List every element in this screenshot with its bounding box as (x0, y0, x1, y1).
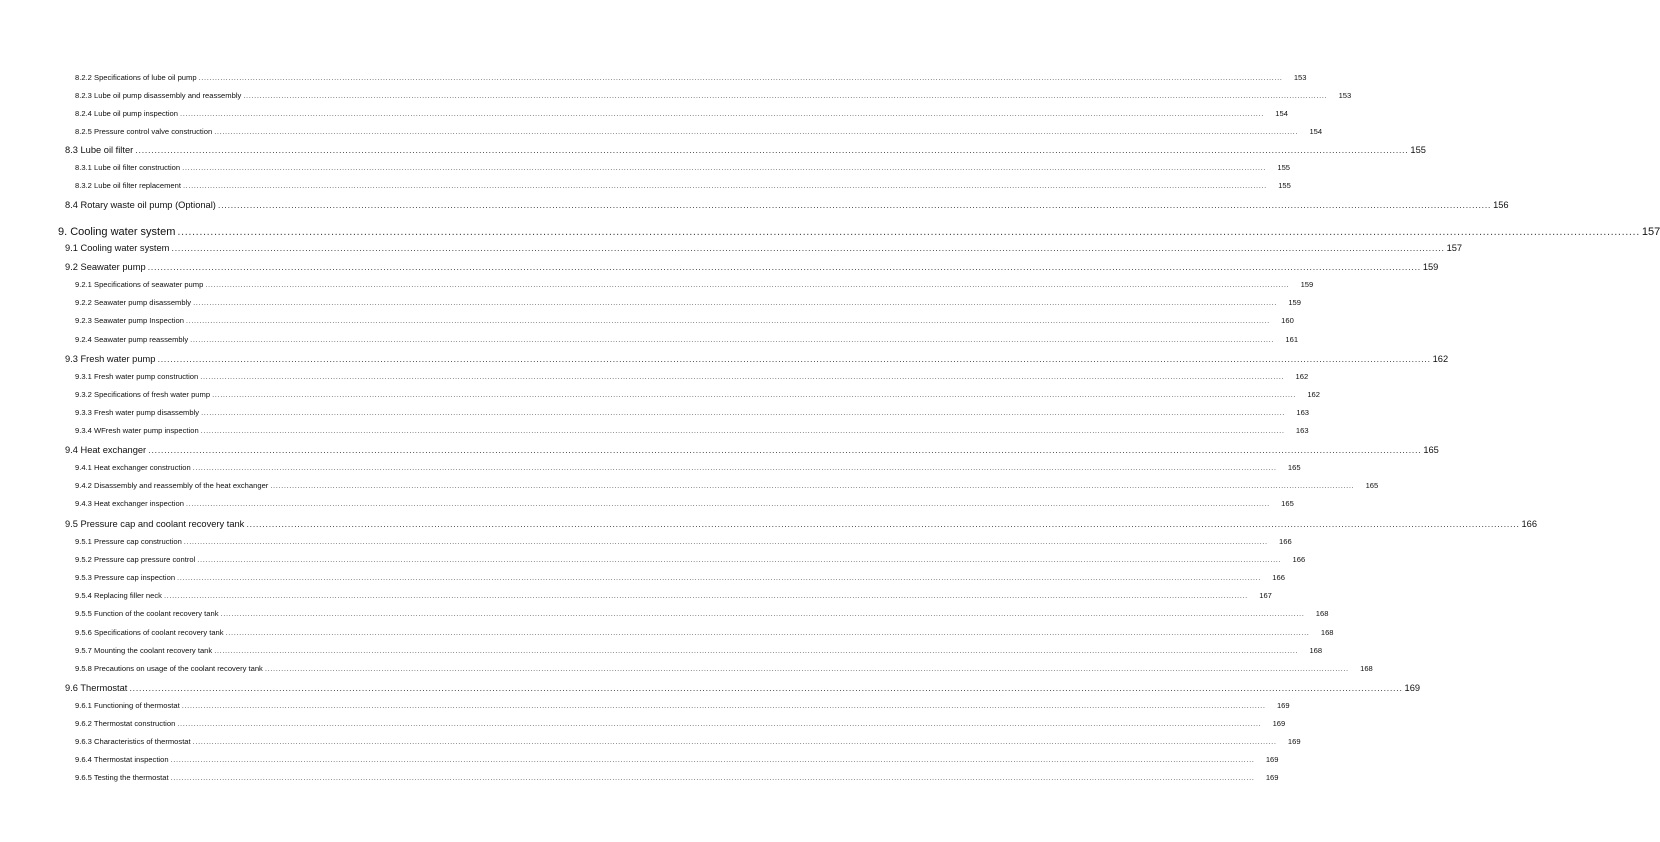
toc-entry-page-number: 168 (1360, 664, 1373, 673)
dot-leader: ................................................................................................................................................................................................................................................................................................................................................................................................................ (157, 354, 1431, 364)
toc-entry-title: 9.4.2 Disassembly and reassembly of the heat exchanger (75, 481, 269, 490)
toc-entry[interactable] (65, 145, 1426, 155)
toc-entry-title: 9.5.7 Mounting the coolant recovery tank (75, 646, 213, 655)
dot-leader: ................................................................................................................................................................................................................................................................................................................................................................................................................ (148, 445, 1422, 455)
dot-leader: ................................................................................................................................................................................................................................................................................................................................................................................................................ (243, 91, 1328, 100)
toc-entry-title: 9.3.3 Fresh water pump disassembly (75, 408, 200, 417)
toc-entry-title: 9.4 Heat exchanger (65, 445, 147, 455)
toc-entry[interactable] (75, 537, 1292, 546)
toc-entry-title: 9.6.5 Testing the thermostat (75, 773, 169, 782)
toc-entry-title: 9.1 Cooling water system (65, 243, 170, 253)
toc-entry[interactable] (75, 737, 1301, 746)
dot-leader: ................................................................................................................................................................................................................................................................................................................................................................................................................ (183, 537, 1268, 546)
dot-leader: ................................................................................................................................................................................................................................................................................................................................................................................................................ (135, 145, 1409, 155)
toc-entry-title: 9.5.1 Pressure cap construction (75, 537, 182, 546)
dot-leader: ................................................................................................................................................................................................................................................................................................................................................................................................................ (171, 243, 1445, 253)
toc-entry-page-number: 169 (1265, 773, 1279, 782)
toc-entry-page-number: 166 (1272, 573, 1285, 582)
toc-entry-title: 9.2.2 Seawater pump disassembly (75, 298, 192, 307)
toc-entry-page-number: 159 (1288, 298, 1301, 307)
toc-entry-title: 8.3 Lube oil filter (65, 145, 134, 155)
toc-entry-page-number: 155 (1410, 145, 1426, 155)
toc-entry-page-number: 165 (1365, 481, 1379, 490)
toc-entry-title: 8.2.2 Specifications of lube oil pump (75, 73, 197, 82)
toc-entry[interactable] (75, 481, 1379, 490)
toc-entry-page-number: 157 (1641, 226, 1660, 238)
toc-entry[interactable] (65, 200, 1509, 210)
toc-entry[interactable] (75, 91, 1352, 100)
toc-entry-page-number: 157 (1446, 243, 1463, 253)
toc-entry-page-number: 169 (1276, 701, 1290, 710)
toc-entry-page-number: 162 (1432, 354, 1449, 364)
toc-entry[interactable] (75, 280, 1314, 289)
toc-entry[interactable] (65, 519, 1538, 529)
toc-entry-page-number: 156 (1493, 200, 1509, 210)
dot-leader: ................................................................................................................................................................................................................................................................................................................................................................................................................ (270, 481, 1355, 490)
dot-leader: ................................................................................................................................................................................................................................................................................................................................................................................................................ (200, 372, 1285, 381)
toc-entry-title: 9.6.1 Functioning of thermostat (75, 701, 180, 710)
dot-leader: ................................................................................................................................................................................................................................................................................................................................................................................................................ (217, 200, 1492, 210)
toc-entry-page-number: 163 (1295, 426, 1309, 435)
toc-entry-page-number: 160 (1281, 316, 1294, 325)
toc-entry-page-number: 161 (1285, 335, 1299, 344)
toc-entry[interactable] (75, 181, 1291, 190)
toc-entry[interactable] (58, 226, 1660, 238)
toc-entry-page-number: 168 (1320, 628, 1334, 637)
toc-entry-title: 8.4 Rotary waste oil pump (Optional) (65, 200, 216, 210)
dot-leader: ................................................................................................................................................................................................................................................................................................................................................................................................................ (185, 499, 1270, 508)
toc-entry-title: 8.2.4 Lube oil pump inspection (75, 109, 179, 118)
toc-entry[interactable] (75, 555, 1306, 564)
toc-entry-title: 9.5.8 Precautions on usage of the coolant recovery tank (75, 664, 263, 673)
toc-entry-page-number: 163 (1296, 408, 1310, 417)
toc-entry-page-number: 166 (1521, 519, 1538, 529)
toc-entry-page-number: 153 (1338, 91, 1352, 100)
toc-entry-title: 9.2.1 Specifications of seawater pump (75, 280, 204, 289)
toc-entry-page-number: 168 (1309, 646, 1323, 655)
toc-entry-page-number: 155 (1277, 163, 1291, 172)
dot-leader: ................................................................................................................................................................................................................................................................................................................................................................................................................ (220, 609, 1305, 618)
toc-entry-page-number: 162 (1307, 390, 1320, 399)
dot-leader: ................................................................................................................................................................................................................................................................................................................................................................................................................ (177, 719, 1262, 728)
toc-entry[interactable] (75, 372, 1309, 381)
dot-leader: ................................................................................................................................................................................................................................................................................................................................................................................................................ (212, 390, 1296, 399)
toc-entry-title: 8.2.3 Lube oil pump disassembly and reassembly (75, 91, 242, 100)
dot-leader: ................................................................................................................................................................................................................................................................................................................................................................................................................ (170, 755, 1255, 764)
dot-leader: ................................................................................................................................................................................................................................................................................................................................................................................................................ (192, 463, 1277, 472)
toc-entry-title: 9.5.2 Pressure cap pressure control (75, 555, 196, 564)
toc-entry[interactable] (75, 335, 1299, 344)
dot-leader: ................................................................................................................................................................................................................................................................................................................................................................................................................ (192, 737, 1277, 746)
toc-entry[interactable] (75, 664, 1373, 673)
dot-leader: ................................................................................................................................................................................................................................................................................................................................................................................................................ (170, 773, 1255, 782)
toc-entry[interactable] (65, 262, 1439, 272)
toc-entry-title: 9.5.4 Replacing filler neck (75, 591, 162, 600)
toc-entry[interactable] (75, 298, 1301, 307)
toc-entry-title: 9. Cooling water system (58, 226, 176, 238)
toc-entry[interactable] (65, 683, 1421, 693)
toc-entry[interactable] (75, 719, 1286, 728)
dot-leader: ................................................................................................................................................................................................................................................................................................................................................................................................................ (264, 664, 1349, 673)
toc-entry[interactable] (65, 354, 1449, 364)
toc-entry[interactable] (75, 390, 1320, 399)
toc-entry-page-number: 165 (1423, 445, 1439, 455)
dot-leader: ................................................................................................................................................................................................................................................................................................................................................................................................................ (129, 683, 1403, 693)
toc-entry[interactable] (75, 573, 1285, 582)
toc-entry[interactable] (75, 127, 1323, 136)
toc-entry-title: 9.3 Fresh water pump (65, 354, 156, 364)
dot-leader: ................................................................................................................................................................................................................................................................................................................................................................................................................ (163, 591, 1248, 600)
dot-leader: ................................................................................................................................................................................................................................................................................................................................................................................................................ (214, 127, 1299, 136)
dot-leader: ................................................................................................................................................................................................................................................................................................................................................................................................................ (181, 701, 1266, 710)
toc-entry-title: 9.3.2 Specifications of fresh water pump (75, 390, 211, 399)
dot-leader: ................................................................................................................................................................................................................................................................................................................................................................................................................ (201, 408, 1286, 417)
dot-leader: ................................................................................................................................................................................................................................................................................................................................................................................................................ (185, 316, 1270, 325)
toc-entry[interactable] (75, 628, 1334, 637)
toc-entry-page-number: 165 (1287, 463, 1301, 472)
toc-entry-title: 9.6.4 Thermostat inspection (75, 755, 169, 764)
toc-entry-page-number: 169 (1265, 755, 1279, 764)
dot-leader: ................................................................................................................................................................................................................................................................................................................................................................................................................ (147, 262, 1421, 272)
toc-entry-title: 9.3.1 Fresh water pump construction (75, 372, 199, 381)
toc-entry[interactable] (75, 316, 1294, 325)
toc-entry[interactable] (75, 426, 1309, 435)
toc-entry[interactable] (75, 755, 1279, 764)
dot-leader: ................................................................................................................................................................................................................................................................................................................................................................................................................ (180, 109, 1264, 118)
toc-entry-title: 9.2 Seawater pump (65, 262, 146, 272)
dot-leader: ................................................................................................................................................................................................................................................................................................................................................................................................................ (246, 519, 1520, 529)
toc-entry[interactable] (75, 463, 1301, 472)
toc-entry[interactable] (75, 163, 1291, 172)
toc-entry-title: 8.2.5 Pressure control valve construction (75, 127, 213, 136)
toc-entry-title: 9.2.3 Seawater pump Inspection (75, 316, 184, 325)
toc-entry-title: 9.6.3 Characteristics of thermostat (75, 737, 191, 746)
toc-entry-title: 9.5.6 Specifications of coolant recovery tank (75, 628, 224, 637)
toc-entry[interactable] (65, 243, 1463, 253)
dot-leader: ................................................................................................................................................................................................................................................................................................................................................................................................................ (182, 163, 1267, 172)
dot-leader: ................................................................................................................................................................................................................................................................................................................................................................................................................ (182, 181, 1267, 190)
toc-entry[interactable] (75, 773, 1279, 782)
toc-entry-page-number: 154 (1309, 127, 1323, 136)
toc-entry-page-number: 162 (1295, 372, 1309, 381)
toc-entry-page-number: 154 (1275, 109, 1288, 118)
toc-entry-page-number: 166 (1292, 555, 1306, 564)
toc-entry-page-number: 165 (1281, 499, 1294, 508)
toc-entry-title: 9.6 Thermostat (65, 683, 128, 693)
dot-leader: ................................................................................................................................................................................................................................................................................................................................................................................................................ (205, 280, 1290, 289)
toc-entry-title: 8.3.2 Lube oil filter replacement (75, 181, 181, 190)
toc-entry-title: 9.5 Pressure cap and coolant recovery tank (65, 519, 245, 529)
dot-leader: ................................................................................................................................................................................................................................................................................................................................................................................................................ (198, 73, 1283, 82)
dot-leader: ................................................................................................................................................................................................................................................................................................................................................................................................................ (225, 628, 1310, 637)
dot-leader: ................................................................................................................................................................................................................................................................................................................................................................................................................ (190, 335, 1275, 344)
toc-entry[interactable] (75, 73, 1307, 82)
dot-leader: ................................................................................................................................................................................................................................................................................................................................................................................................................ (177, 573, 1261, 582)
dot-leader: ................................................................................................................................................................................................................................................................................................................................................................................................................ (197, 555, 1282, 564)
toc-entry-title: 9.4.3 Heat exchanger inspection (75, 499, 184, 508)
toc-entry-page-number: 155 (1278, 181, 1291, 190)
toc-entry-title: 9.5.5 Function of the coolant recovery tank (75, 609, 219, 618)
dot-leader: ................................................................................................................................................................................................................................................................................................................................................................................................................ (177, 226, 1640, 238)
toc-entry-page-number: 169 (1272, 719, 1286, 728)
toc-entry[interactable] (75, 609, 1329, 618)
toc-entry-page-number: 167 (1259, 591, 1272, 600)
dot-leader: ................................................................................................................................................................................................................................................................................................................................................................................................................ (193, 298, 1277, 307)
toc-entry-page-number: 169 (1287, 737, 1301, 746)
toc-entry[interactable] (65, 445, 1439, 455)
toc-entry[interactable] (75, 701, 1290, 710)
toc-entry[interactable] (75, 109, 1288, 118)
toc-entry-page-number: 168 (1315, 609, 1329, 618)
toc-entry[interactable] (75, 646, 1323, 655)
toc-entry-page-number: 153 (1293, 73, 1307, 82)
toc-entry-title: 9.4.1 Heat exchanger construction (75, 463, 191, 472)
toc-entry-title: 8.3.1 Lube oil filter construction (75, 163, 181, 172)
toc-entry-page-number: 166 (1279, 537, 1292, 546)
toc-entry-page-number: 169 (1404, 683, 1421, 693)
toc-entry-title: 9.5.3 Pressure cap inspection (75, 573, 176, 582)
toc-entry[interactable] (75, 408, 1310, 417)
dot-leader: ................................................................................................................................................................................................................................................................................................................................................................................................................ (214, 646, 1299, 655)
toc-entry-page-number: 159 (1300, 280, 1314, 289)
toc-entry-page-number: 159 (1422, 262, 1439, 272)
toc-entry-title: 9.6.2 Thermostat construction (75, 719, 176, 728)
toc-entry-title: 9.2.4 Seawater pump reassembly (75, 335, 189, 344)
toc-entry[interactable] (75, 591, 1272, 600)
toc-entry-title: 9.3.4 WFresh water pump inspection (75, 426, 199, 435)
dot-leader: ................................................................................................................................................................................................................................................................................................................................................................................................................ (200, 426, 1285, 435)
toc-entry[interactable] (75, 499, 1294, 508)
